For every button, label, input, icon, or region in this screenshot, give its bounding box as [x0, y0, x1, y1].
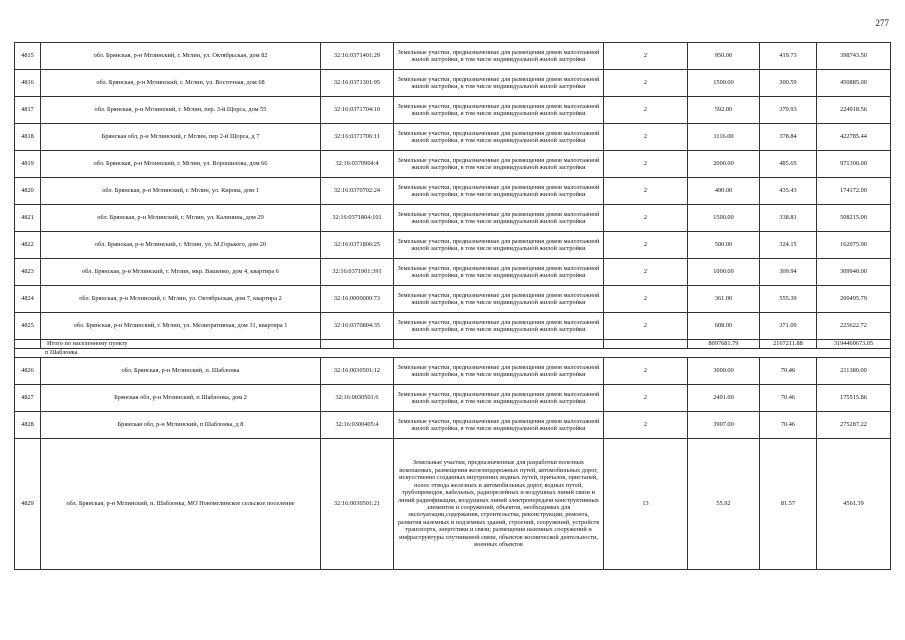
row-permitted-use: Земельные участки, предназначенные для разработки полезных ископаемых, размещения железнодорожных путей, автомобильных дорог, искусственно созданных внутренних водных путей, причалов, пристаней, полос отвода железных и автомобильных дорог, водных путей, трубопроводов, кабельных, радиорелейных и воздушных линий связи и линий радиофикации, воздушных линий электропередачи конструктивных элементов и сооружений, объектов, необходимых для эксплуатации,содержания, строительства, реконструкции, ремонта, развития наземных и подземных зданий, строений, сооружений, устройств транспорта, энергетики и связи; размещения наземных сооружений и инфраструктуры спутниковой связи, объектов космической деятельности, военных объектов	[394, 439, 604, 570]
row-area: 1116.00	[688, 124, 760, 151]
table-row	[15, 124, 891, 151]
table-total-block	[15, 340, 891, 358]
row-rate: 70.46	[760, 412, 817, 439]
row-permitted-use: Земельные участки, предназначенные для размещения домов малоэтажной жилой застройки, в том числе индивидуальной жилой застройки	[394, 43, 604, 70]
row-number: 4815	[15, 43, 41, 70]
row-category: 2	[604, 259, 688, 286]
row-address: обл. Брянская, р-н Мглинский, г. Мглин, ул. Восточная, дом 68	[41, 70, 321, 97]
table-row	[15, 70, 891, 97]
row-rate: 324.15	[760, 232, 817, 259]
total-area: 8097681.79	[688, 340, 760, 349]
row-cadastral-number: 32:16:0371301:95	[321, 70, 394, 97]
row-address: Брянская обл, р-н Мглинский, п Шаблонка, дом 2	[41, 385, 321, 412]
row-cadastral-number: 32:16:0300405:4	[321, 412, 394, 439]
row-number: 4818	[15, 124, 41, 151]
row-permitted-use: Земельные участки, предназначенные для размещения домов малоэтажной жилой застройки, в том числе индивидуальной жилой застройки	[394, 124, 604, 151]
total-empty-cell	[604, 340, 688, 349]
row-address: обл. Брянская, р-н Мглинский, г. Мглин, ул. М.Горького, дом 20	[41, 232, 321, 259]
total-empty-cell	[394, 340, 604, 349]
row-cadastral-value: 309940.00	[817, 259, 891, 286]
row-cadastral-value: 224918.56	[817, 97, 891, 124]
row-cadastral-number: 32:16:0371704:10	[321, 97, 394, 124]
row-area: 55.92	[688, 439, 760, 570]
row-cadastral-number: 32:16:0000000:73	[321, 286, 394, 313]
row-number: 4817	[15, 97, 41, 124]
row-cadastral-value: 422785.44	[817, 124, 891, 151]
row-area: 2000.00	[688, 151, 760, 178]
row-permitted-use: Земельные участки, предназначенные для размещения домов малоэтажной жилой застройки, в том числе индивидуальной жилой застройки	[394, 151, 604, 178]
row-area: 1500.00	[688, 70, 760, 97]
row-category: 2	[604, 97, 688, 124]
row-cadastral-number: 32:16:0371901:391	[321, 259, 394, 286]
row-category: 2	[604, 151, 688, 178]
row-rate: 485.65	[760, 151, 817, 178]
row-category: 2	[604, 232, 688, 259]
row-area: 950.00	[688, 43, 760, 70]
row-number: 4829	[15, 439, 41, 570]
total-value: 3194460673.05	[817, 340, 891, 349]
row-number: 4821	[15, 205, 41, 232]
row-cadastral-value: 398743.50	[817, 43, 891, 70]
row-cadastral-value: 200495.79	[817, 286, 891, 313]
row-cadastral-number: 32:16:0371806:25	[321, 232, 394, 259]
row-cadastral-value: 4561.39	[817, 439, 891, 570]
row-address: Брянская обл, р-н Мглинский, п Шаблонка, д 8	[41, 412, 321, 439]
row-number: 4816	[15, 70, 41, 97]
total-empty-cell	[321, 340, 394, 349]
table-row	[15, 385, 891, 412]
row-area: 1000.00	[688, 259, 760, 286]
row-rate: 309.94	[760, 259, 817, 286]
row-rate: 555.39	[760, 286, 817, 313]
row-address: обл. Брянская, р-н Мглинский, г. Мглин, ул. Мелиоративная, дом 31, квартира 1	[41, 313, 321, 340]
row-cadastral-value: 450885.00	[817, 70, 891, 97]
row-category: 2	[604, 286, 688, 313]
total-rate: 2167211.88	[760, 340, 817, 349]
row-address: обл. Брянская, р-н Мглинский, г. Мглин, мкр. Вашенко, дом 4, квартира 6	[41, 259, 321, 286]
row-cadastral-value: 225622.72	[817, 313, 891, 340]
page-number: 277	[875, 18, 889, 28]
row-rate: 300.59	[760, 70, 817, 97]
row-cadastral-value: 275287.22	[817, 412, 891, 439]
row-rate: 338.81	[760, 205, 817, 232]
row-cadastral-value: 162075.00	[817, 232, 891, 259]
row-number: 4826	[15, 358, 41, 385]
total-num-cell	[15, 340, 41, 349]
row-address: обл. Брянская, р-н Мглинский, п. Шаблонка	[41, 358, 321, 385]
row-cadastral-value: 174172.00	[817, 178, 891, 205]
row-cadastral-number: 32:16:0371706:11	[321, 124, 394, 151]
row-area: 3000.00	[688, 358, 760, 385]
row-category: 2	[604, 70, 688, 97]
row-cadastral-number: 32:16:0371804:101	[321, 205, 394, 232]
row-area: 592.00	[688, 97, 760, 124]
cadastral-value-table	[14, 42, 891, 570]
section-label: п Шаблонка	[15, 349, 891, 358]
row-category: 2	[604, 178, 688, 205]
row-address: обл. Брянская, р-н Мглинский, г. Мглин, ул. Ворошилова, дом 66	[41, 151, 321, 178]
row-category: 2	[604, 205, 688, 232]
row-cadastral-number: 32:16:0030501:21	[321, 439, 394, 570]
row-category: 13	[604, 439, 688, 570]
row-permitted-use: Земельные участки, предназначенные для размещения домов малоэтажной жилой застройки, в том числе индивидуальной жилой застройки	[394, 259, 604, 286]
row-category: 2	[604, 124, 688, 151]
row-cadastral-value: 211380.00	[817, 358, 891, 385]
row-address: обл. Брянская, р-н Мглинский, г. Мглин, пер. 3-й Щорса, дом 55	[41, 97, 321, 124]
table-row	[15, 151, 891, 178]
section-row	[15, 349, 891, 358]
row-permitted-use: Земельные участки, предназначенные для размещения домов малоэтажной жилой застройки, в том числе индивидуальной жилой застройки	[394, 232, 604, 259]
table-body-part1	[15, 43, 891, 340]
row-permitted-use: Земельные участки, предназначенные для размещения домов малоэтажной жилой застройки, в том числе индивидуальной жилой застройки	[394, 286, 604, 313]
table-row	[15, 205, 891, 232]
row-rate: 378.84	[760, 124, 817, 151]
row-cadastral-number: 32:16:0370904:4	[321, 151, 394, 178]
table-row	[15, 232, 891, 259]
row-rate: 435.43	[760, 178, 817, 205]
row-cadastral-number: 32:16:0370804:35	[321, 313, 394, 340]
row-permitted-use: Земельные участки, предназначенные для размещения домов малоэтажной жилой застройки, в том числе индивидуальной жилой застройки	[394, 70, 604, 97]
row-rate: 371.09	[760, 313, 817, 340]
row-address: обл. Брянская, р-н Мглинский, г. Мглин, ул. Кирова, дом 1	[41, 178, 321, 205]
row-category: 2	[604, 385, 688, 412]
row-area: 1500.00	[688, 205, 760, 232]
row-area: 2491.00	[688, 385, 760, 412]
total-row	[15, 340, 891, 349]
row-number: 4822	[15, 232, 41, 259]
row-rate: 419.73	[760, 43, 817, 70]
table-row	[15, 43, 891, 70]
row-address: обл. Брянская, р-н Мглинский, г. Мглин, ул. Октябрьская, дом 7, квартира 2	[41, 286, 321, 313]
row-number: 4819	[15, 151, 41, 178]
row-number: 4828	[15, 412, 41, 439]
row-address: обл. Брянская, р-н Мглинский, п. Шаблонка, МО Новомглинское сельское поселение	[41, 439, 321, 570]
row-address: Брянская обл, р-н Мглинский, г Мглин, пер 2-й Щорса, д 7	[41, 124, 321, 151]
row-address: обл. Брянская, р-н Мглинский, г. Мглин, ул. Октябрьская, дом 82	[41, 43, 321, 70]
table-row	[15, 439, 891, 570]
row-cadastral-value: 175515.86	[817, 385, 891, 412]
table-row	[15, 97, 891, 124]
row-area: 500.00	[688, 232, 760, 259]
row-rate: 379.93	[760, 97, 817, 124]
row-rate: 70.46	[760, 385, 817, 412]
row-number: 4820	[15, 178, 41, 205]
row-area: 608.00	[688, 313, 760, 340]
row-address: обл. Брянская, р-н Мглинский, г. Мглин, ул. Калинина, дом 29	[41, 205, 321, 232]
table-row	[15, 259, 891, 286]
row-category: 2	[604, 313, 688, 340]
table-row	[15, 412, 891, 439]
table-row	[15, 313, 891, 340]
row-cadastral-number: 32:16:0371401:29	[321, 43, 394, 70]
row-permitted-use: Земельные участки, предназначенные для размещения домов малоэтажной жилой застройки, в том числе индивидуальной жилой застройки	[394, 178, 604, 205]
table-body-part2	[15, 358, 891, 570]
total-label: Итого по населенному пункту	[41, 340, 321, 349]
row-cadastral-number: 32:16:0030501:12	[321, 358, 394, 385]
row-permitted-use: Земельные участки, предназначенные для размещения домов малоэтажной жилой застройки, в том числе индивидуальной жилой застройки	[394, 385, 604, 412]
row-area: 400.00	[688, 178, 760, 205]
table-row	[15, 286, 891, 313]
table-row	[15, 178, 891, 205]
row-number: 4823	[15, 259, 41, 286]
row-cadastral-value: 508215.00	[817, 205, 891, 232]
row-number: 4825	[15, 313, 41, 340]
row-category: 2	[604, 358, 688, 385]
row-permitted-use: Земельные участки, предназначенные для размещения домов малоэтажной жилой застройки, в том числе индивидуальной жилой застройки	[394, 313, 604, 340]
row-cadastral-number: 32:16:0370702:24	[321, 178, 394, 205]
row-number: 4827	[15, 385, 41, 412]
row-rate: 81.57	[760, 439, 817, 570]
row-cadastral-number: 32:16:0030501:6	[321, 385, 394, 412]
row-permitted-use: Земельные участки, предназначенные для размещения домов малоэтажной жилой застройки, в том числе индивидуальной жилой застройки	[394, 205, 604, 232]
table-row	[15, 358, 891, 385]
row-cadastral-value: 971300.00	[817, 151, 891, 178]
row-area: 3907.00	[688, 412, 760, 439]
row-permitted-use: Земельные участки, предназначенные для размещения домов малоэтажной жилой застройки, в том числе индивидуальной жилой застройки	[394, 97, 604, 124]
row-category: 2	[604, 43, 688, 70]
row-rate: 70.46	[760, 358, 817, 385]
row-area: 361.00	[688, 286, 760, 313]
row-permitted-use: Земельные участки, предназначенные для размещения домов малоэтажной жилой застройки, в том числе индивидуальной жилой застройки	[394, 412, 604, 439]
row-number: 4824	[15, 286, 41, 313]
row-permitted-use: Земельные участки, предназначенные для размещения домов малоэтажной жилой застройки, в том числе индивидуальной жилой застройки	[394, 358, 604, 385]
row-category: 2	[604, 412, 688, 439]
